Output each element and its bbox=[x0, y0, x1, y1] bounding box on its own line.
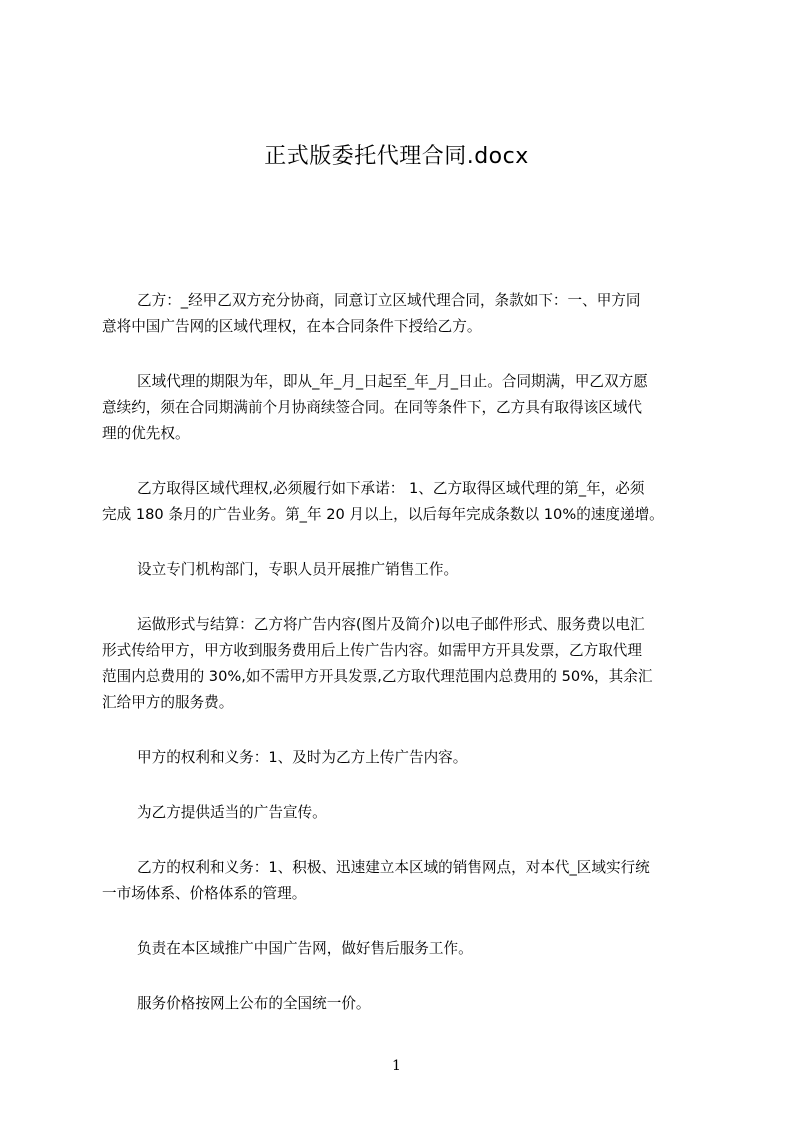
paragraph-line: 服务价格按网上公布的全国统一价。 bbox=[137, 995, 371, 1012]
paragraph-line: 设立专门机构部门，专职人员开展推广销售工作。 bbox=[137, 561, 459, 578]
document-body bbox=[102, 288, 700, 1046]
paragraph-pricing bbox=[102, 991, 700, 1017]
paragraph-line: 运做形式与结算：乙方将广告内容(图片及简介)以电子邮件形式、服务费以电汇 bbox=[137, 616, 645, 633]
paragraph-line: 为乙方提供适当的广告宣传。 bbox=[137, 804, 327, 821]
paragraph-agency-term bbox=[102, 369, 700, 447]
paragraph-party-a-rights bbox=[102, 745, 700, 771]
paragraph-line: 意续约，须在合同期满前个月协商续签合同。在同等条件下，乙方具有取得该区域代 bbox=[102, 399, 642, 416]
document-title: 正式版委托代理合同.docx bbox=[264, 144, 529, 169]
paragraph-dedicated-department bbox=[102, 557, 700, 583]
paragraph-line: 甲方的权利和义务：1、及时为乙方上传广告内容。 bbox=[137, 749, 468, 766]
paragraph-agreement-intro bbox=[102, 288, 700, 340]
paragraph-line: 乙方的权利和义务：1、积极、迅速建立本区域的销售网点，对本代_区域实行统 bbox=[137, 859, 650, 876]
paragraph-line: 意将中国广告网的区域代理权，在本合同条件下授给乙方。 bbox=[102, 318, 482, 335]
paragraph-line: 乙方取得区域代理权,必须履行如下承诺： 1、乙方取得区域代理的第_年，必须 bbox=[137, 480, 645, 497]
paragraph-line: 汇给甲方的服务费。 bbox=[102, 694, 234, 711]
paragraph-line: 一市场体系、价格体系的管理。 bbox=[102, 885, 307, 902]
paragraph-line: 区域代理的期限为年，即从_年_月_日起至_年_月_日止。合同期满，甲乙双方愿 bbox=[137, 373, 648, 390]
paragraph-line: 乙方：_经甲乙双方充分协商，同意订立区域代理合同，条款如下：一、甲方同 bbox=[137, 292, 641, 309]
paragraph-line: 形式传给甲方，甲方收到服务费用后上传广告内容。如需甲方开具发票，乙方取代理 bbox=[102, 642, 642, 659]
paragraph-promotion bbox=[102, 800, 700, 826]
paragraph-party-b-rights bbox=[102, 855, 700, 907]
paragraph-line: 范围内总费用的 30%,如不需甲方开具发票,乙方取代理范围内总费用的 50%，其余汇 bbox=[102, 668, 653, 685]
paragraph-after-sales bbox=[102, 936, 700, 962]
page-number: 1 bbox=[392, 1058, 401, 1074]
paragraph-line: 完成 180 条月的广告业务。第_年 20 月以上，以后每年完成条数以 10%的速度递增。 bbox=[102, 506, 664, 523]
paragraph-settlement bbox=[102, 612, 700, 716]
paragraph-line: 负责在本区域推广中国广告网，做好售后服务工作。 bbox=[137, 940, 473, 957]
paragraph-line: 理的优先权。 bbox=[102, 425, 190, 442]
paragraph-commitments bbox=[102, 476, 700, 528]
